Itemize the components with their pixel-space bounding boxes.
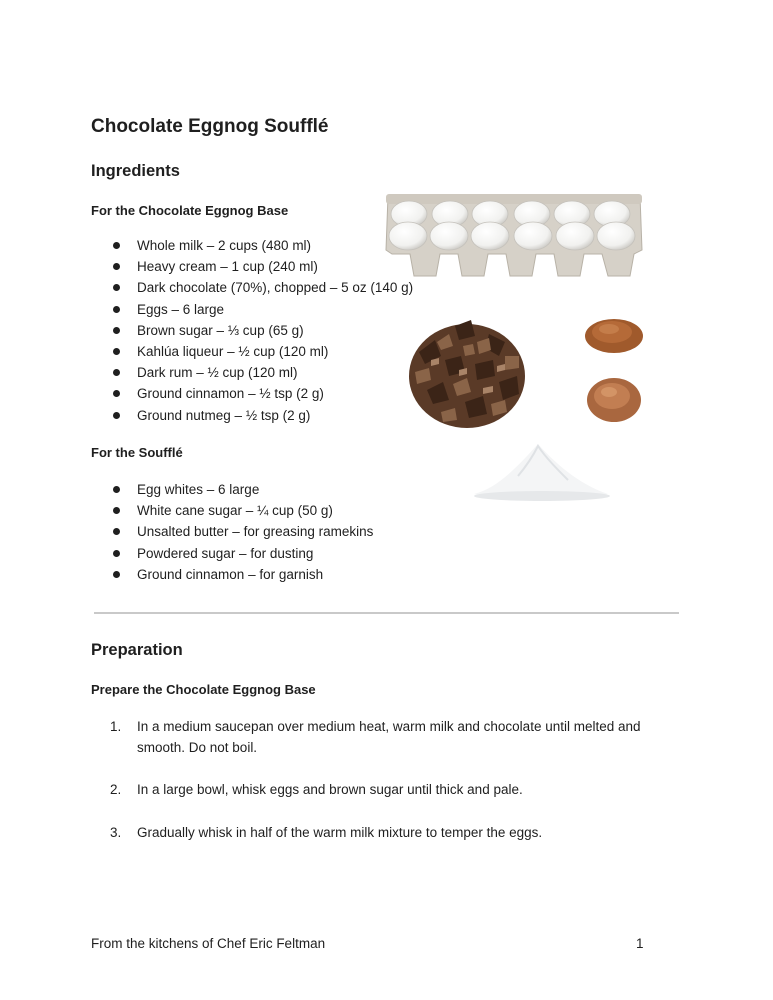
section-divider: [94, 612, 679, 614]
souffle-subheading: For the Soufflé: [91, 445, 183, 460]
egg-carton-image: [384, 190, 644, 278]
ground-cinnamon-image: [583, 313, 645, 355]
step-number: 3.: [110, 825, 122, 840]
list-item: Ground cinnamon – ½ tsp (2 g): [110, 383, 413, 404]
list-item: Kahlúa liqueur – ½ cup (120 ml): [110, 341, 413, 362]
preparation-subheading: Prepare the Chocolate Eggnog Base: [91, 682, 316, 697]
list-item: White cane sugar – ¼ cup (50 g): [110, 500, 373, 521]
step-number: 2.: [110, 782, 122, 797]
list-item: Brown sugar – ⅓ cup (65 g): [110, 320, 413, 341]
list-item: [110, 716, 670, 758]
list-item: Powdered sugar – for dusting: [110, 543, 373, 564]
base-subheading: For the Chocolate Eggnog Base: [91, 203, 289, 218]
list-item: Dark rum – ½ cup (120 ml): [110, 362, 413, 383]
list-item: Dark chocolate (70%), chopped – 5 oz (140 g): [110, 277, 413, 298]
page-number: 1: [636, 936, 644, 951]
footer-credit: From the kitchens of Chef Eric Feltman: [91, 936, 326, 951]
page-title: Chocolate Eggnog Soufflé: [91, 116, 329, 137]
powdered-sugar-image: [468, 436, 614, 504]
step-text: Gradually whisk in half of the warm milk mixture to temper the eggs.: [137, 825, 543, 840]
preparation-steps: [110, 716, 670, 843]
list-item: Whole milk – 2 cups (480 ml): [110, 235, 413, 256]
list-item: Eggs – 6 large: [110, 299, 413, 320]
list-item: Ground cinnamon – for garnish: [110, 564, 373, 585]
chocolate-shavings-image: [405, 312, 529, 432]
list-item: [110, 822, 670, 843]
preparation-heading: Preparation: [91, 641, 183, 659]
list-item: [110, 779, 670, 800]
base-ingredient-list: [110, 235, 413, 426]
ingredients-heading: Ingredients: [91, 162, 180, 180]
ground-nutmeg-image: [585, 374, 643, 424]
list-item: Unsalted butter – for greasing ramekins: [110, 521, 373, 542]
step-number: 1.: [110, 719, 122, 734]
souffle-ingredient-list: [110, 479, 373, 585]
step-text: In a large bowl, whisk eggs and brown sugar until thick and pale.: [137, 782, 523, 797]
step-text: In a medium saucepan over medium heat, warm milk and chocolate until melted and smooth. Do not boil.: [137, 719, 641, 755]
list-item: Egg whites – 6 large: [110, 479, 373, 500]
list-item: Ground nutmeg – ½ tsp (2 g): [110, 405, 413, 426]
list-item: Heavy cream – 1 cup (240 ml): [110, 256, 413, 277]
